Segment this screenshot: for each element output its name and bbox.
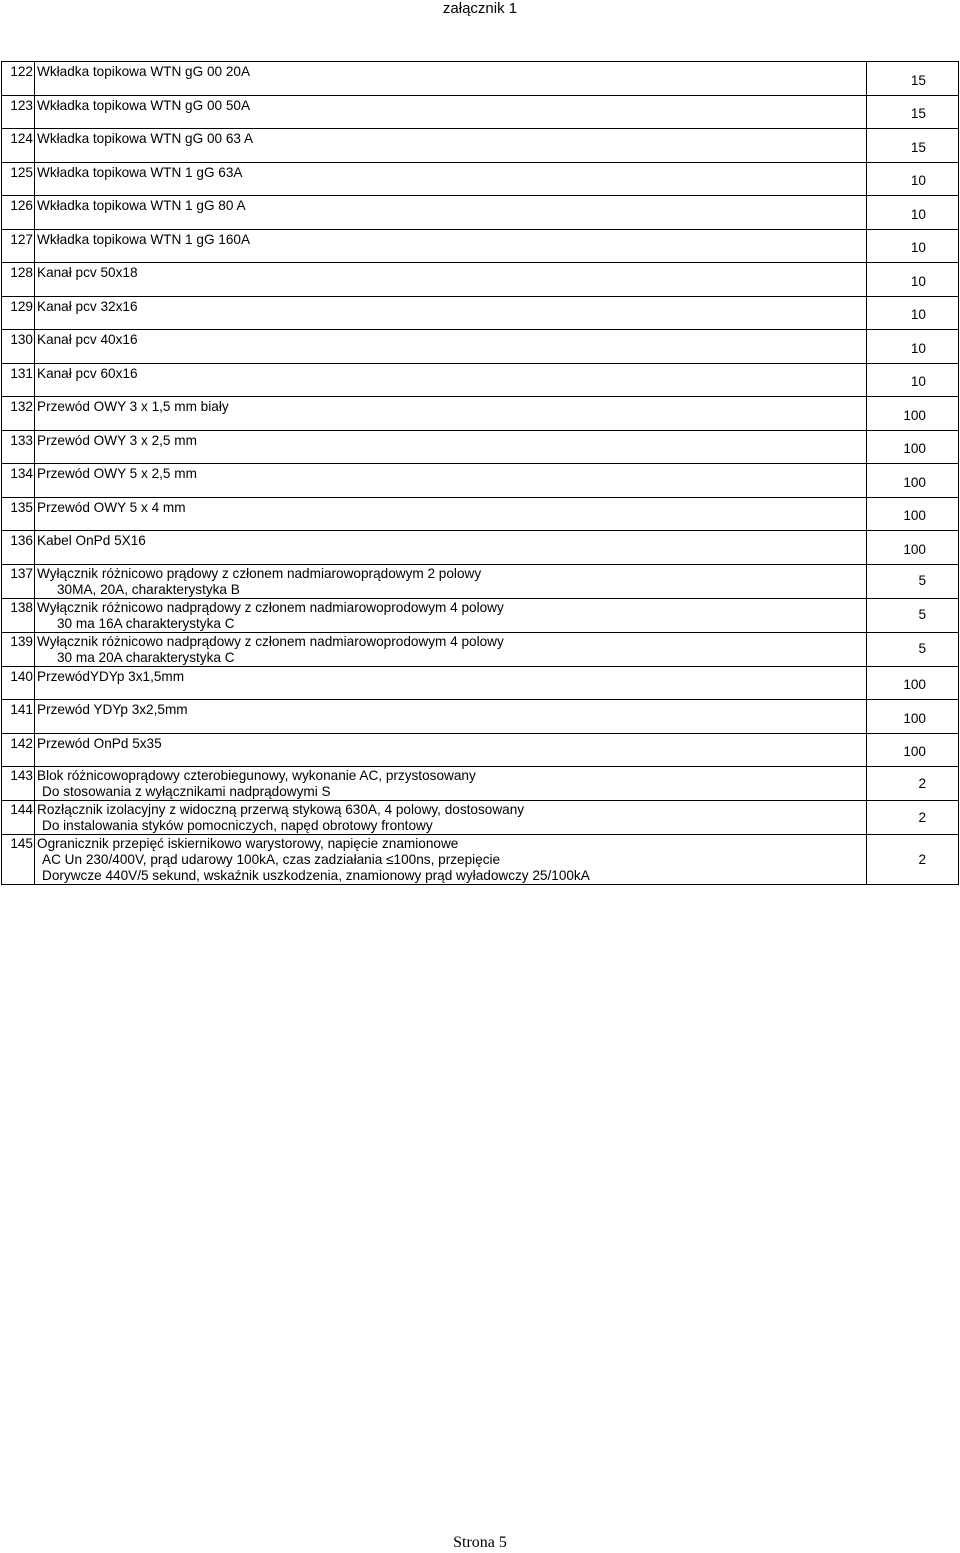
item-quantity: 10 (867, 196, 959, 230)
item-quantity: 2 (867, 835, 959, 885)
item-description (35, 835, 867, 885)
item-quantity: 100 (867, 666, 959, 700)
table-row (2, 598, 959, 632)
item-number: 127 (2, 229, 35, 263)
item-number: 133 (2, 430, 35, 464)
table-row (2, 733, 959, 767)
item-description (35, 733, 867, 767)
item-number: 136 (2, 531, 35, 565)
table-row (2, 95, 959, 129)
item-number: 140 (2, 666, 35, 700)
description-line: Przewód OWY 5 x 2,5 mm (37, 466, 197, 481)
items-table (1, 61, 959, 885)
table-row (2, 632, 959, 666)
table-row (2, 666, 959, 700)
table-row (2, 397, 959, 431)
item-description (35, 700, 867, 734)
item-number: 139 (2, 632, 35, 666)
item-description (35, 464, 867, 498)
table-row (2, 430, 959, 464)
description-line: Przewód OWY 5 x 4 mm (37, 499, 186, 515)
table-row (2, 296, 959, 330)
description-line: PrzewódYDYp 3x1,5mm (37, 668, 185, 684)
item-quantity: 100 (867, 464, 959, 498)
item-number: 126 (2, 196, 35, 230)
item-quantity: 10 (867, 263, 959, 297)
description-line: Wyłącznik różnicowo prądowy z członem nadmiarowoprądowym 2 polowy (37, 565, 482, 581)
description-line: 30 ma 16A charakterystyka C (57, 615, 235, 631)
description-line: Rozłącznik izolacyjny z widoczną przerwą stykową 630A, 4 polowy, dostosowany (37, 802, 525, 817)
table-row (2, 62, 959, 96)
description-line: Ogranicznik przepięć iskiernikowo warystorowy, napięcie znamionowe (37, 836, 459, 851)
description-line: Wkładka topikowa WTN 1 gG 80 A (37, 198, 246, 213)
description-line: Wkładka topikowa WTN gG 00 50A (37, 97, 251, 113)
description-line: Wkładka topikowa WTN gG 00 63 A (37, 131, 254, 146)
table-row (2, 229, 959, 263)
item-description (35, 162, 867, 196)
table-row (2, 363, 959, 397)
description-line: Wyłącznik różnicowo nadprądowy z członem nadmiarowoprodowym 4 polowy (37, 633, 504, 649)
item-number: 144 (2, 801, 35, 835)
description-line: Kabel OnPd 5X16 (37, 533, 146, 548)
item-description (35, 363, 867, 397)
item-quantity: 10 (867, 296, 959, 330)
item-number: 132 (2, 397, 35, 431)
table-row (2, 835, 959, 885)
item-number: 143 (2, 767, 35, 801)
description-line: Do instalowania styków pomocniczych, napęd obrotowy frontowy (42, 818, 433, 833)
item-description (35, 296, 867, 330)
item-description (35, 531, 867, 565)
item-number: 138 (2, 598, 35, 632)
item-description (35, 497, 867, 531)
item-description (35, 229, 867, 263)
table-row (2, 196, 959, 230)
item-number: 130 (2, 330, 35, 364)
description-line: Dorywcze 440V/5 sekund, wskaźnik uszkodzenia, znamionowy prąd wyładowczy 25/100kA (42, 868, 590, 883)
table-row (2, 263, 959, 297)
item-number: 137 (2, 564, 35, 598)
item-quantity: 15 (867, 62, 959, 96)
description-line: Przewód OWY 3 x 1,5 mm biały (37, 399, 229, 414)
item-description (35, 330, 867, 364)
item-number: 134 (2, 464, 35, 498)
item-quantity: 100 (867, 531, 959, 565)
table-row (2, 464, 959, 498)
description-line: Kanał pcv 50x18 (37, 265, 138, 280)
description-line: Kanał pcv 60x16 (37, 365, 138, 381)
item-quantity: 15 (867, 95, 959, 129)
table-row (2, 129, 959, 163)
item-number: 125 (2, 162, 35, 196)
description-line: AC Un 230/400V, prąd udarowy 100kA, czas zadziałania ≤100ns, przepięcie (42, 852, 501, 867)
item-quantity: 5 (867, 598, 959, 632)
item-quantity: 100 (867, 397, 959, 431)
table-row (2, 531, 959, 565)
item-quantity: 5 (867, 564, 959, 598)
item-description (35, 397, 867, 431)
table-row (2, 162, 959, 196)
item-description (35, 196, 867, 230)
table-row (2, 497, 959, 531)
item-quantity: 100 (867, 733, 959, 767)
attachment-label: załącznik 1 (442, 0, 518, 17)
table-row (2, 767, 959, 801)
item-number: 141 (2, 700, 35, 734)
description-line: Wkładka topikowa WTN 1 gG 63A (37, 164, 243, 180)
table-row (2, 330, 959, 364)
item-quantity: 2 (867, 801, 959, 835)
item-description (35, 666, 867, 700)
page-number: Strona 5 (453, 1534, 507, 1551)
description-line: Kanał pcv 40x16 (37, 332, 138, 347)
item-number: 142 (2, 733, 35, 767)
table-row (2, 564, 959, 598)
description-line: Wkładka topikowa WTN 1 gG 160A (37, 231, 251, 247)
item-quantity: 5 (867, 632, 959, 666)
item-number: 145 (2, 835, 35, 885)
table-row (2, 801, 959, 835)
item-quantity: 2 (867, 767, 959, 801)
item-description (35, 632, 867, 666)
item-number: 128 (2, 263, 35, 297)
item-quantity: 10 (867, 363, 959, 397)
description-line: Wyłącznik różnicowo nadprądowy z członem nadmiarowoprodowym 4 polowy (37, 599, 504, 615)
item-description (35, 95, 867, 129)
item-description (35, 430, 867, 464)
item-quantity: 10 (867, 162, 959, 196)
description-line: 30MA, 20A, charakterystyka B (57, 581, 240, 597)
item-description (35, 129, 867, 163)
item-number: 123 (2, 95, 35, 129)
item-number: 129 (2, 296, 35, 330)
description-line: 30 ma 20A charakterystyka C (57, 649, 235, 665)
description-line: Blok różnicowoprądowy czterobiegunowy, wykonanie AC, przystosowany (37, 768, 476, 783)
item-description (35, 564, 867, 598)
item-quantity: 10 (867, 229, 959, 263)
description-line: Przewód YDYp 3x2,5mm (37, 702, 188, 717)
item-description (35, 598, 867, 632)
description-line: Przewód OWY 3 x 2,5 mm (37, 432, 197, 448)
item-description (35, 767, 867, 801)
item-quantity: 100 (867, 430, 959, 464)
item-number: 122 (2, 62, 35, 96)
item-quantity: 100 (867, 497, 959, 531)
table-row (2, 700, 959, 734)
description-line: Kanał pcv 32x16 (37, 298, 138, 314)
description-line: Przewód OnPd 5x35 (37, 735, 162, 751)
item-quantity: 100 (867, 700, 959, 734)
item-number: 135 (2, 497, 35, 531)
item-quantity: 10 (867, 330, 959, 364)
items-table-body (2, 62, 959, 885)
description-line: Wkładka topikowa WTN gG 00 20A (37, 64, 251, 79)
description-line: Do stosowania z wyłącznikami nadprądowymi S (42, 784, 331, 799)
item-number: 131 (2, 363, 35, 397)
item-description (35, 62, 867, 96)
item-description (35, 263, 867, 297)
item-number: 124 (2, 129, 35, 163)
item-description (35, 801, 867, 835)
item-quantity: 15 (867, 129, 959, 163)
